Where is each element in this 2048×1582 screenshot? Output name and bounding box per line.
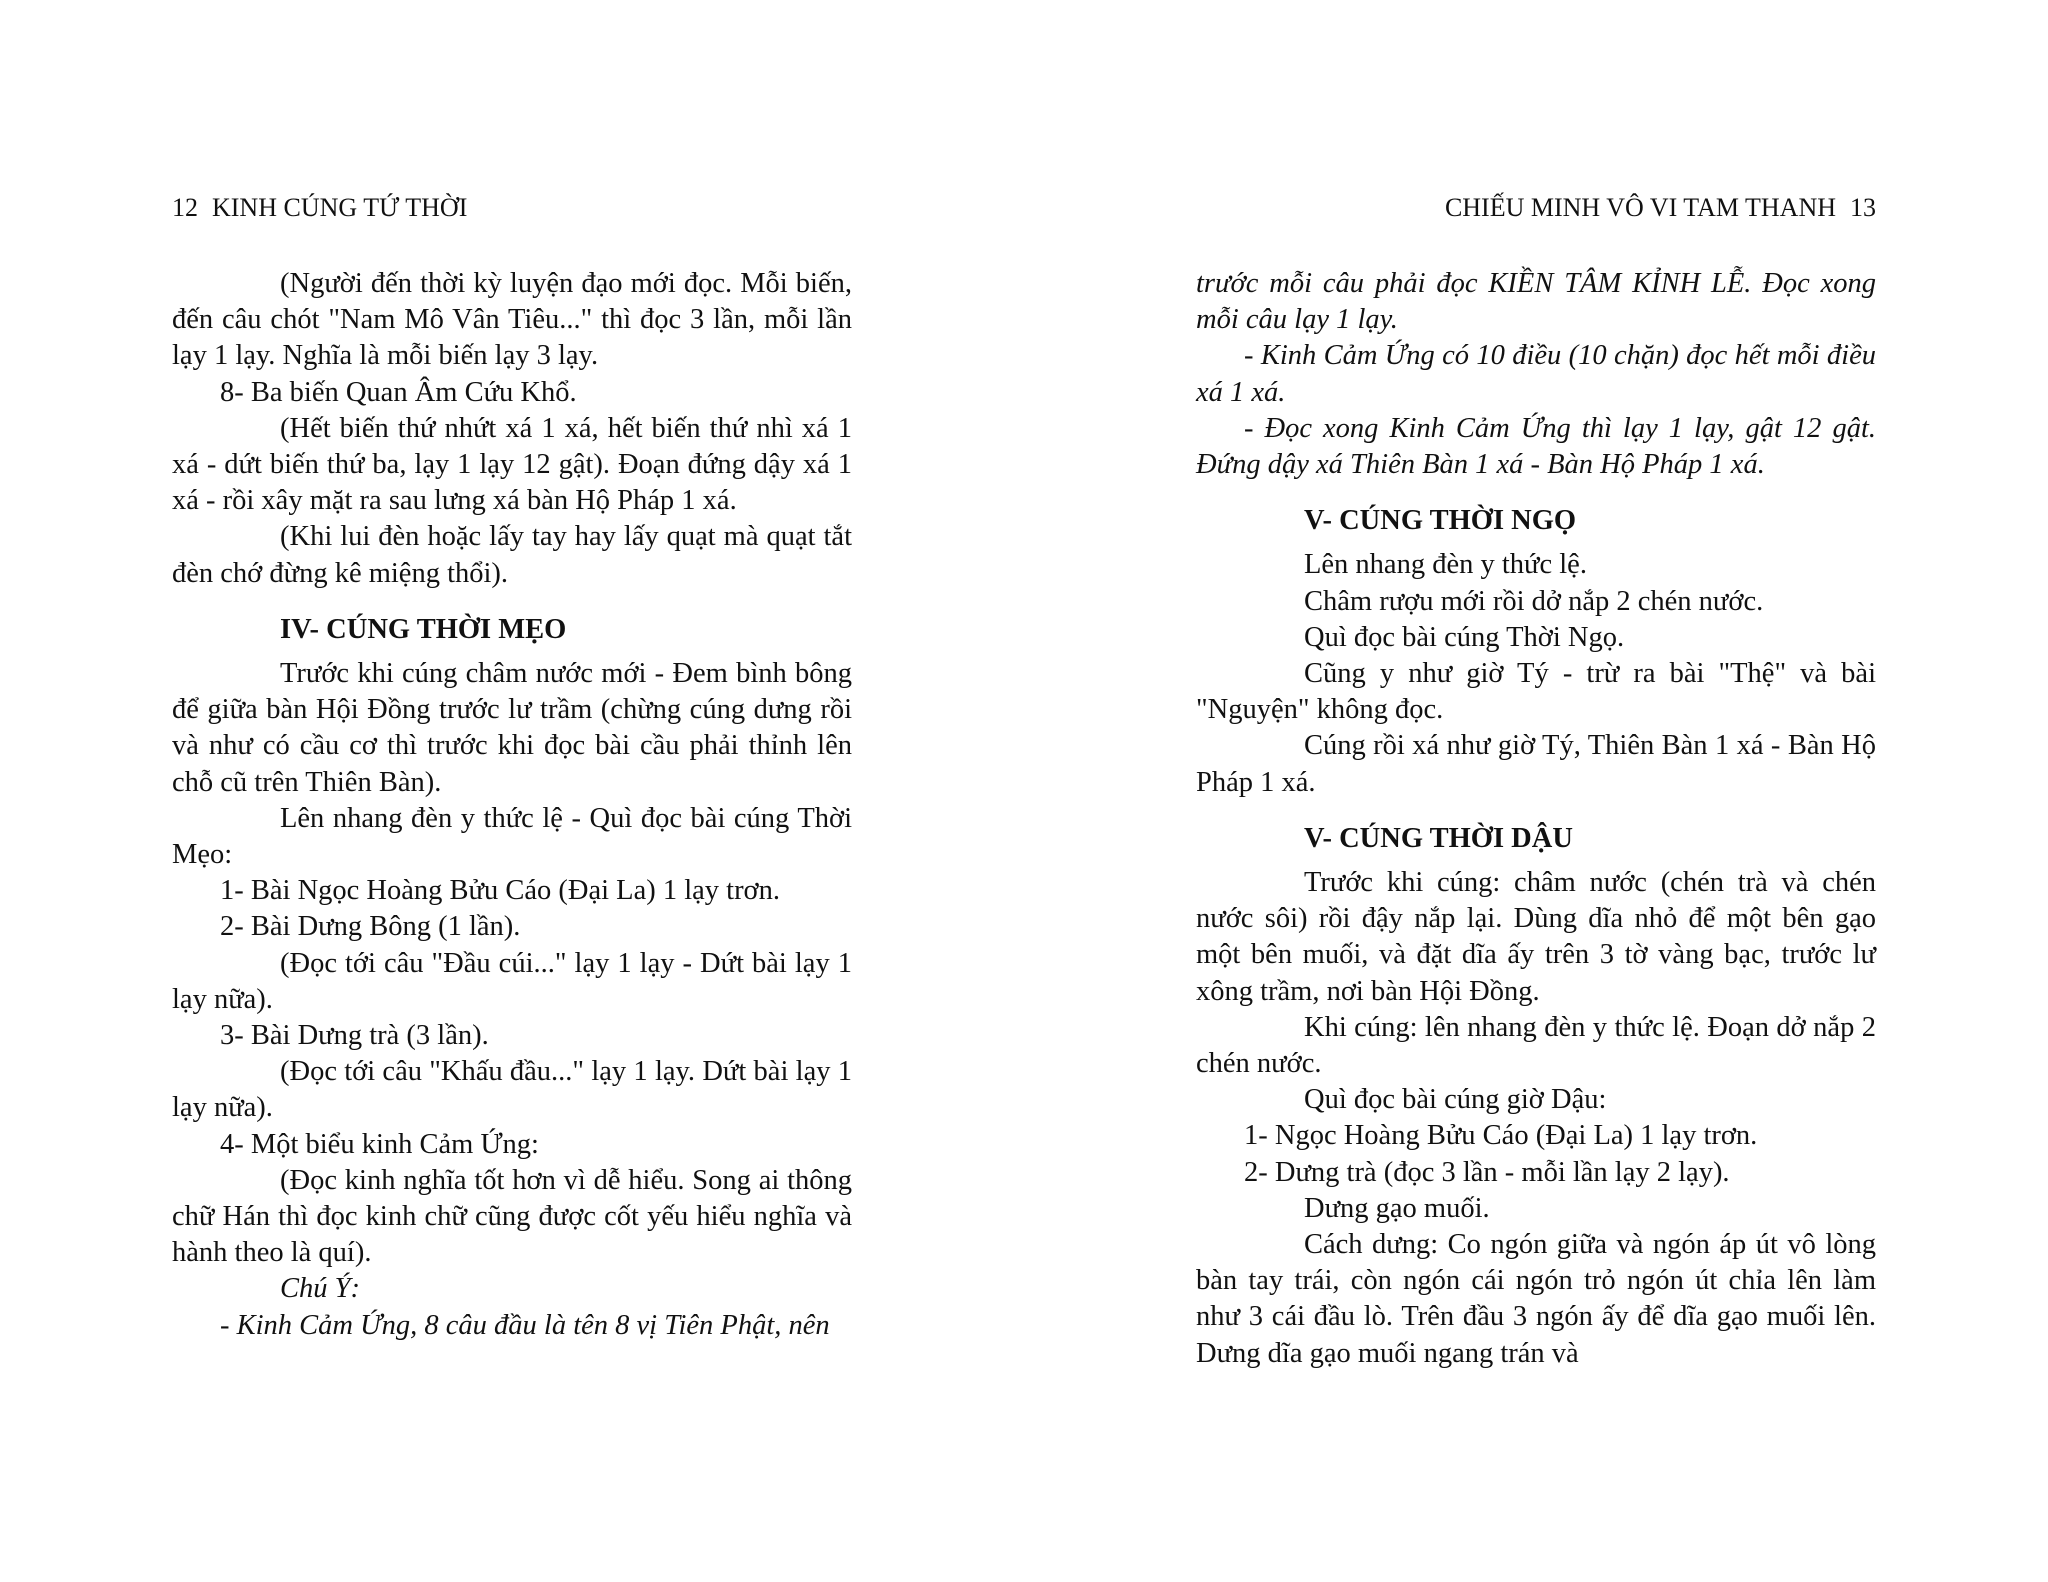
paragraph: Cách dưng: Co ngón giữa và ngón áp út vô lòng bàn tay trái, còn ngón cái ngón trỏ ngón út chỉa lên làm như 3 cái đầu lò. Trên đầu 3 ngón ấy để dĩa gạo muối lên. Dưng dĩa gạo muối ngang trán và: [1196, 1229, 1876, 1369]
paragraph: Dưng gạo muối.: [1304, 1192, 1490, 1224]
paragraph: Trước khi cúng: châm nước (chén trà và chén nước sôi) rồi đậy nắp lại. Dùng dĩa nhỏ để một bên gạo một bên muối, và đặt dĩa ấy trên 3 tờ vàng bạc, trước lư xông trầm, nơi bàn Hội Đồng.: [1196, 867, 1876, 1007]
paragraph: Quì đọc bài cúng Thời Ngọ.: [1304, 621, 1625, 653]
list-item: 4- Một biểu kinh Cảm Ứng:: [220, 1128, 539, 1160]
note-item: - Kinh Cảm Ứng có 10 điều (10 chặn) đọc hết mỗi điều xá 1 xá.: [1196, 340, 1876, 408]
list-item: 2- Bài Dưng Bông (1 lần).: [220, 911, 521, 943]
note-item: - Đọc xong Kinh Cảm Ứng thì lạy 1 lạy, gật 12 gật. Đứng dậy xá Thiên Bàn 1 xá - Bàn Hộ Pháp 1 xá.: [1196, 412, 1876, 481]
list-item: 3- Bài Dưng trà (3 lần).: [220, 1020, 489, 1052]
paragraph: (Đọc kinh nghĩa tốt hơn vì dễ hiểu. Song ai thông chữ Hán thì đọc kinh chữ cũng được cốt yếu hiểu nghĩa và hành theo là quí).: [172, 1164, 852, 1269]
list-item: 1- Ngọc Hoàng Bửu Cáo (Đại La) 1 lạy trơn.: [1244, 1120, 1758, 1152]
paragraph: (Khi lui đèn hoặc lấy tay hay lấy quạt mà quạt tắt đèn chớ đừng kê miệng thổi).: [172, 521, 852, 589]
right-running-title: CHIẾU MINH VÔ VI TAM THANH: [1444, 193, 1836, 222]
paragraph: Lên nhang đèn y thức lệ - Quì đọc bài cúng Thời Mẹo:: [172, 802, 852, 871]
list-item: 2- Dưng trà (đọc 3 lần - mỗi lần lạy 2 lạy).: [1244, 1156, 1730, 1188]
paragraph: Cúng rồi xá như giờ Tý, Thiên Bàn 1 xá - Bàn Hộ Pháp 1 xá.: [1196, 730, 1876, 798]
right-page-number: 13: [1850, 193, 1876, 222]
section-heading: IV- CÚNG THỜI MẸO: [280, 613, 567, 645]
section-heading: V- CÚNG THỜI NGỌ: [1304, 505, 1577, 537]
left-page-number: 12: [172, 193, 198, 222]
paragraph: Cũng y như giờ Tý - trừ ra bài "Thệ" và bài "Nguyện" không đọc.: [1196, 658, 1876, 726]
paragraph: (Đọc tới câu "Đầu cúi..." lạy 1 lạy - Dứt bài lạy 1 lạy nữa).: [172, 947, 852, 1015]
paragraph: Châm rượu mới rồi dở nắp 2 chén nước.: [1304, 585, 1764, 617]
section-heading: V- CÚNG THỜI DẬU: [1304, 822, 1573, 854]
note-label: Chú Ý:: [280, 1273, 360, 1305]
paragraph: (Người đến thời kỳ luyện đạo mới đọc. Mỗi biến, đến câu chót "Nam Mô Vân Tiêu..." thì đọc 3 lần, mỗi lần lạy 1 lạy. Nghĩa là mỗi biến lạy 3 lạy.: [172, 268, 852, 372]
left-running-title: KINH CÚNG TỨ THỜI: [212, 193, 468, 222]
paragraph: (Hết biến thứ nhứt xá 1 xá, hết biến thứ nhì xá 1 xá - dứt biến thứ ba, lạy 1 lạy 12 gật). Đoạn đứng dậy xá 1 xá - rồi xây mặt ra sau lưng xá bàn Hộ Pháp 1 xá.: [172, 412, 852, 517]
list-item: 1- Bài Ngọc Hoàng Bửu Cáo (Đại La) 1 lạy trơn.: [220, 875, 781, 907]
left-page-body: [172, 266, 852, 1344]
paragraph: Lên nhang đèn y thức lệ.: [1304, 549, 1587, 581]
right-running-head: [1196, 192, 1876, 224]
paragraph: (Đọc tới câu "Khấu đầu..." lạy 1 lạy. Dứt bài lạy 1 lạy nữa).: [172, 1056, 852, 1124]
paragraph: Khi cúng: lên nhang đèn y thức lệ. Đoạn dở nắp 2 chén nước.: [1196, 1011, 1876, 1080]
list-item: 8- Ba biến Quan Âm Cứu Khổ.: [220, 376, 577, 408]
note-item: trước mỗi câu phải đọc KIỀN TÂM KỈNH LỄ. Đọc xong mỗi câu lạy 1 lạy.: [1196, 268, 1876, 336]
note-item: - Kinh Cảm Ứng, 8 câu đầu là tên 8 vị Tiên Phật, nên: [220, 1309, 830, 1341]
left-running-head: [172, 192, 852, 224]
right-page-body: [1196, 266, 1876, 1372]
paragraph: Quì đọc bài cúng giờ Dậu:: [1304, 1084, 1607, 1116]
paragraph: Trước khi cúng châm nước mới - Đem bình bông để giữa bàn Hội Đồng trước lư trầm (chừng cúng dưng rồi và như có cầu cơ thì trước khi đọc bài cầu phải thỉnh lên chỗ cũ trên Thiên Bàn).: [172, 658, 852, 798]
